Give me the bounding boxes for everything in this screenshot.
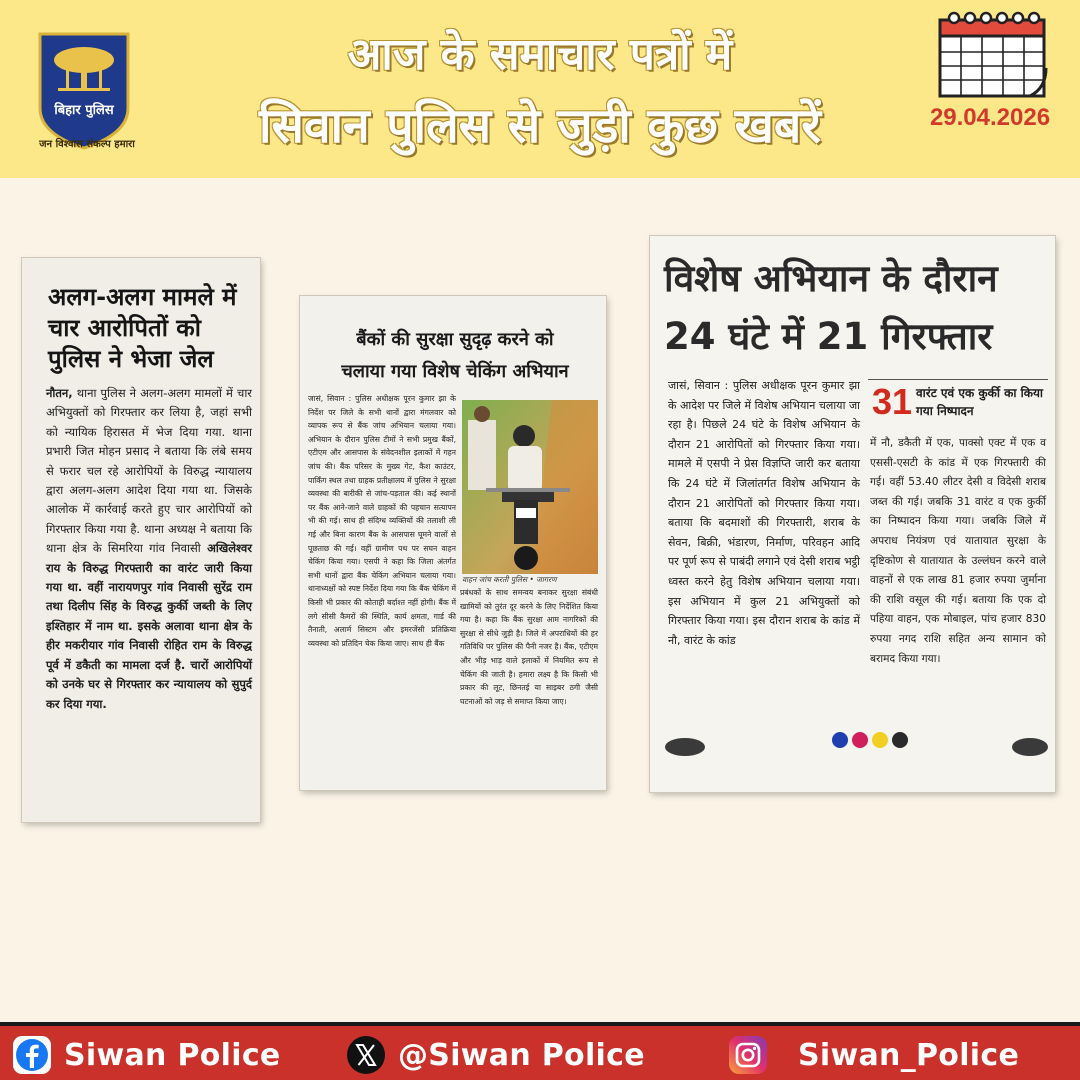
clipping-3-column-1: जासं, सिवान : पुलिस अधीक्षक पूरन कुमार झा के आदेश पर जिले में विशेष अभियान चलाया जा रहा है। पिछले 24 घंटे के विशेष अभियान के दौरान 21 आरोपितों को गिरफ्तार किया गया। मामले में एसपी ने प्रेस विज्ञप्ति जारी कर बताया कि 24 घंटे में जिलांतर्गत विशेष अभियान के दौरान 21 आरोपितों को गिरफ्तार किया गया। बताया कि बदमाशों की गिरफ्तारी, शराब के सेवन, बिक्री, भंडारण, निर्माण, परिवहन आदि पर पूर्ण रूप से पाबंदी लगाने एवं देसी शराब भट्ठी ध्वस्त करने हेतु विशेष अभियान चलाया गया। इस अभियान में कुल 21 अभियुक्तों को गिरफ्तार किया गया। इस दौरान शराब के कांड में नौ, वारंट के कांड — [668, 379, 860, 647]
facebook-handle: Siwan Police — [64, 1037, 281, 1073]
instagram-link[interactable] — [728, 1035, 1019, 1075]
ink-smudge-icon — [664, 736, 706, 758]
instagram-handle: Siwan_Police — [798, 1037, 1020, 1073]
logo-text: बिहार पुलिस — [54, 103, 114, 118]
x-icon — [346, 1035, 386, 1075]
calendar-icon — [934, 8, 1054, 100]
clipping-1-headline: अलग-अलग मामले में चार आरोपितों को पुलिस ने भेजा जेल — [48, 283, 237, 373]
news-clipping-1 — [22, 258, 260, 822]
clipping-3-column-2: में नौ, डकैती में एक, पाक्सो एक्ट में एक व एससी-एसटी के कांड में एक गिरफ्तारी की गई। वहीं 53.40 लीटर देसी व विदेसी शराब जब्त की गई। जबकि 31 वारंट व एक कुर्की का निष्पादन किया गया। जबकि जिले में अपराध नियंत्रण एवं यातायात सुरक्षा के दृष्टिकोण से यातायात के उल्लंघन करने वाले वाहनों से एक लाख 81 हजार रुपया जुर्माना की राशि वसूल की गई। बताया कि एक दो पहिया वाहन, एक मोबाइल, पांच हजार 830 रुपया नगद राशि सहित अन्य सामान को बरामद किया गया। — [870, 437, 1046, 665]
ink-smudge-icon — [1010, 736, 1050, 758]
page-title-line2: सिवान पुलिस से जुड़ी कुछ खबरें — [259, 98, 821, 154]
clipping-1-dateline: नौतन, — [46, 386, 73, 400]
news-date: 29.04.2026 — [929, 104, 1051, 131]
logo-tagline: जन विश्वास संकल्प हमारा — [39, 139, 135, 150]
facebook-link[interactable] — [12, 1035, 281, 1075]
highlight-number: 31 — [872, 381, 913, 422]
clipping-1-text-bold: अखिलेश्वर राय के विरुद्ध गिरफ्तारी का वारंट जारी किया गया था. वहीं नारायणपुर गांव निवासी सुरेंद्र राम तथा दिलीप सिंह के विरुद्ध कुर्की जब्ती के लिए इश्तिहार में नाम था. इसके अलावा थाना क्षेत्र के हीर मकरीयार गांव निवासी रोहित राम के विरुद्ध पूर्व में डकैती का मामला दर्ज है. चारों आरोपियों को उनके घर से गिरफ्तार कर न्यायालय को सुपुर्द कर दिया गया. — [46, 541, 253, 711]
x-handle: @Siwan Police — [398, 1037, 645, 1073]
social-footer — [0, 1022, 1080, 1080]
clipping-1-body — [46, 384, 252, 714]
instagram-icon — [728, 1035, 768, 1075]
news-clipping-3 — [650, 236, 1055, 792]
clipping-2-headline-line2: चलाया गया विशेष चेकिंग अभियान — [341, 361, 569, 382]
print-registration-marks-icon — [830, 730, 920, 750]
clipping-2-column-2: प्रबंधकों के साथ समन्वय बनाकर सुरक्षा संबंधी खामियों को तुरंत दूर करने के लिए निर्देशित किया गया है। कहा कि बैंक सुरक्षा आम नागरिकों की सुरक्षा से सीधे जुड़ी है। जिले में अपराधियों की हर गतिविधि पर पुलिस की पैनी नजर है। बैंक, एटीएम और भीड़ भाड़ वाले इलाकों में नियमित रूप से चेकिंग की जाती है। हमारा लक्ष्य है कि किसी भी प्रकार की लूट, छिनतई या साइबर ठगी जैसी घटनाओं को जड़ से समाप्त किया जाए। — [460, 588, 598, 706]
clipping-3-headline — [664, 250, 1044, 366]
clipping-2-headline — [310, 324, 600, 388]
page-title-line1: आज के समाचार पत्रों में — [347, 29, 733, 80]
clipping-3-headline-line1: विशेष अभियान के दौरान — [664, 257, 998, 300]
clipping-1-text: थाना पुलिस ने अलग-अलग मामलों में चार अभियुक्तों को गिरफ्तार कर लिया है, जहां सभी को न्यायिक हिरासत में भेज दिया गया. थाना प्रभारी जित मोहन प्रसाद ने बताया कि लंबे समय से फरार चल रहे आरोपियों के विरुद्ध न्यायालय द्वारा अलग-अलग आदेश दिया गया था. जिसके आलोक में कार्रवाई करते हुए चार आरोपियों को गिरफ्तार किया गया है. थाना अध्यक्ष ने बताया कि थाना क्षेत्र के सिमरिया गांव निवासी — [46, 386, 252, 556]
facebook-icon — [12, 1035, 52, 1075]
police-vehicle-check-photo — [462, 400, 598, 574]
header-band — [0, 0, 1080, 178]
news-clipping-2 — [300, 296, 606, 790]
highlight-subheading: वारंट एवं एक कुर्की का किया गया निष्पादन — [916, 386, 1044, 418]
bihar-police-logo-icon — [36, 30, 132, 150]
clipping-2-headline-line1: बैंकों की सुरक्षा सुदृढ़ करने को — [356, 329, 554, 350]
clipping-3-headline-line2: 24 घंटे में 21 गिरफ्तार — [664, 315, 993, 358]
clipping-edge-text — [24, 278, 40, 808]
photo-caption: वाहन जांच करती पुलिस • जागरण — [462, 575, 557, 584]
divider — [868, 379, 1048, 380]
clipping-2-column-1: जासं, सिवान : पुलिस अधीक्षक पूरन कुमार झा के निर्देश पर जिले के सभी थानों द्वारा मंगलवार को व्यापक रूप से बैंक जांच अभियान चलाया गया। अभियान के दौरान पुलिस टीमों ने सभी प्रमुख बैंकों, एटीएम और आसपास के संवेदनशील इलाकों में गहन जांच की। बैंक परिसर के मुख्य गेट, कैश काउंटर, पार्किंग स्थल तथा ग्राहक प्रतीक्षालय में पुलिस ने सुरक्षा व्यवस्था की बारीकी से जांच-पड़ताल की। कई स्थानों पर बैंक आने-जाने वाले ग्राहकों की पहचान सत्यापन भी की गई। साथ ही संदिग्ध व्यक्तियों की तलाशी ली गई और बिना कारण बैंक के आसपास घूमने वालों से पूछताछ की गई। वहीं ग्रामीण पथ पर सघन वाहन चेकिंग किया गया। एसपी ने कहा कि जिला अंतर्गत सभी थानों द्वारा बैंक चेकिंग अभियान चलाया गया। थानाध्यक्षों को स्पष्ट निर्देश दिया गया कि बैंक चेकिंग में किसी भी प्रकार की कोताही बर्दाश्त नहीं होगी। बैंक में लगे सीसी कैमरों की स्थिति, कार्य क्षमता, गार्ड की तैनाती, अलार्म सिस्टम और इमरजेंसी प्रतिक्रिया व्यवस्था को प्रतिदिन चेक किया जाए। साथ ही बैंक — [308, 394, 456, 648]
x-link[interactable] — [346, 1035, 645, 1075]
